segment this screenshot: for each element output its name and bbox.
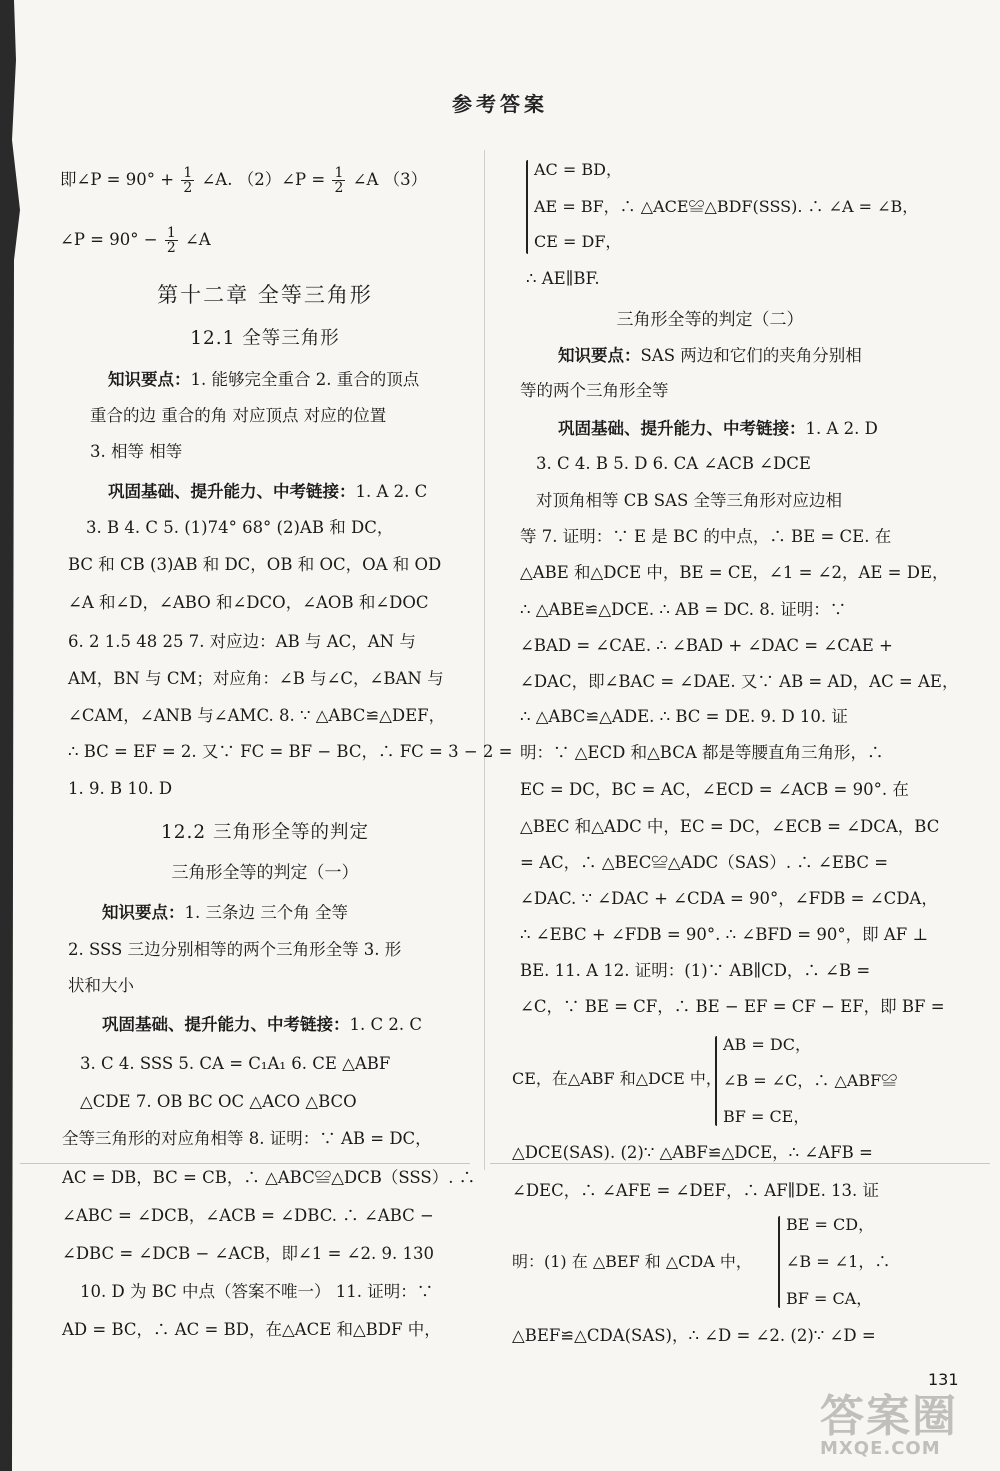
label: 知识要点： bbox=[108, 370, 191, 389]
system-line: ∠B = ∠1，∴ bbox=[786, 1252, 891, 1271]
answer-line: 3. B 4. C 5. (1)74° 68° (2)AB 和 DC， bbox=[86, 518, 394, 537]
header-title: 参考答案 bbox=[452, 92, 548, 116]
denominator: 2 bbox=[183, 180, 193, 196]
answer-line: 全等三角形的对应角相等 8. 证明：∵ AB = DC， bbox=[62, 1129, 432, 1148]
text: ∠A bbox=[184, 230, 211, 249]
text: ∠A. （2）∠P = bbox=[201, 170, 326, 189]
answer-line: BE. 11. A 12. 证明：(1)∵ AB∥CD，∴ ∠B = bbox=[520, 961, 871, 980]
label: 巩固基础、提升能力、中考链接： bbox=[558, 419, 806, 438]
answer-line: 6. 2 1.5 48 25 7. 对应边：AB 与 AC，AN 与 bbox=[68, 632, 416, 651]
answer-line: ∴ △ABE≌△DCE. ∴ AB = DC. 8. 证明：∵ bbox=[520, 600, 847, 619]
label: 知识要点： bbox=[102, 903, 185, 922]
denominator: 2 bbox=[166, 240, 176, 256]
denominator: 2 bbox=[334, 180, 344, 196]
exercise-heading-3 bbox=[558, 418, 878, 440]
answer-line: 2. SSS 三边分别相等的两个三角形全等 3. 形 bbox=[68, 940, 402, 959]
system-line: AC = BD， bbox=[534, 160, 622, 179]
label: 巩固基础、提升能力、中考链接： bbox=[102, 1015, 350, 1034]
page-number: 131 bbox=[928, 1370, 959, 1389]
chapter-heading: 第十二章 全等三角形 bbox=[157, 283, 373, 307]
answer-line: △DCE(SAS). (2)∵ △ABF≌△DCE，∴ ∠AFB = bbox=[512, 1143, 873, 1162]
answer-line: 3. C 4. B 5. D 6. CA ∠ACB ∠DCE bbox=[536, 454, 811, 473]
answer-line: BC 和 CB (3)AB 和 DC，OB 和 OC，OA 和 OD bbox=[68, 555, 442, 574]
text: 1. 三条边 三个角 全等 bbox=[184, 903, 348, 922]
answer-line: △ABE 和△DCE 中，BE = CE，∠1 = ∠2，AE = DE， bbox=[520, 563, 949, 582]
answer-line: ∠DEC，∴ ∠AFE = ∠DEF，∴ AF∥DE. 13. 证 bbox=[512, 1181, 880, 1200]
answer-line: ∴ △ABC≌△ADE. ∴ BC = DE. 9. D 10. 证 bbox=[520, 707, 848, 726]
subsection-heading-2: 三角形全等的判定（二） bbox=[616, 310, 804, 330]
answer-line: 对顶角相等 CB SAS 全等三角形对应边相 bbox=[536, 491, 843, 510]
answer-line: = AC，∴ △BEC≌△ADC（SAS）. ∴ ∠EBC = bbox=[520, 853, 889, 872]
answer-line: ∴ ∠EBC + ∠FDB = 90°. ∴ ∠BFD = 90°，即 AF ⊥ bbox=[520, 925, 928, 944]
section-heading-12-2: 12.2 三角形全等的判定 bbox=[160, 822, 370, 843]
knowledge-points-1 bbox=[108, 369, 419, 391]
knowledge-points-2 bbox=[102, 902, 348, 924]
system-line: CE = DF， bbox=[534, 232, 622, 251]
scan-edge-shadow bbox=[0, 0, 40, 1471]
answer-line: ∴ AE∥BF. bbox=[526, 269, 600, 288]
system-line: BF = CA， bbox=[786, 1289, 873, 1308]
answer-line: 状和大小 bbox=[68, 976, 134, 995]
knowledge-points-3 bbox=[558, 345, 862, 367]
label: 知识要点： bbox=[558, 346, 641, 365]
text: 1. A 2. C bbox=[355, 482, 428, 501]
text: 即∠P = 90° + bbox=[60, 170, 175, 189]
system-line: BE = CD， bbox=[786, 1215, 875, 1234]
text: 1. 能够完全重合 2. 重合的顶点 bbox=[190, 370, 420, 389]
text: 1. C 2. C bbox=[349, 1015, 422, 1034]
answer-line: AC = DB，BC = CB，∴ △ABC≌△DCB（SSS）. ∴ bbox=[62, 1168, 476, 1187]
exercise-heading-1 bbox=[108, 481, 427, 503]
numerator: 1 bbox=[334, 165, 344, 181]
answer-line: ∠CAM，∠ANB 与∠AMC. 8. ∵ △ABC≌△DEF， bbox=[68, 706, 446, 725]
system-line: ∠B = ∠C，∴ △ABF≌ bbox=[723, 1071, 898, 1090]
answer-line: EC = DC，BC = AC，∠ECD = ∠ACB = 90°. 在 bbox=[520, 780, 909, 799]
formula-line-1 bbox=[60, 166, 427, 195]
watermark-logo: 答案圈 bbox=[820, 1391, 958, 1442]
text: SAS 两边和它们的夹角分别相 bbox=[640, 346, 862, 365]
answer-line: ∴ BC = EF = 2. 又∵ FC = BF − BC，∴ FC = 3 − 2 = bbox=[68, 742, 513, 761]
system-brace bbox=[715, 1036, 717, 1126]
answer-line: AD = BC，∴ AC = BD，在△ACE 和△BDF 中， bbox=[62, 1320, 441, 1339]
answer-line: 3. 相等 相等 bbox=[90, 442, 183, 461]
numerator: 1 bbox=[166, 225, 176, 241]
system-line: AE = BF，∴ △ACE≌△BDF(SSS). ∴ ∠A = ∠B， bbox=[534, 197, 919, 216]
text: ∠A （3） bbox=[352, 170, 428, 189]
text: 1. A 2. D bbox=[805, 419, 878, 438]
answer-line: ∠A 和∠D，∠ABO 和∠DCO，∠AOB 和∠DOC bbox=[68, 593, 429, 612]
system-line: BF = CE， bbox=[723, 1107, 810, 1126]
answer-line: ∠BAD = ∠CAE. ∴ ∠BAD + ∠DAC = ∠CAE + bbox=[520, 636, 893, 655]
answer-line: 3. C 4. SSS 5. CA = C₁A₁ 6. CE △ABF bbox=[80, 1054, 391, 1073]
watermark bbox=[820, 1380, 990, 1460]
answer-line: ∠DAC. ∵ ∠DAC + ∠CDA = 90°，∠FDB = ∠CDA， bbox=[520, 889, 938, 908]
fold-line-left bbox=[20, 1163, 470, 1164]
answer-line: △BEF≌△CDA(SAS)，∴ ∠D = ∠2. (2)∵ ∠D = bbox=[512, 1326, 876, 1345]
answer-line: △CDE 7. OB BC OC △ACO △BCO bbox=[80, 1092, 357, 1111]
answer-line: ∠DBC = ∠DCB − ∠ACB，即∠1 = ∠2. 9. 130 bbox=[62, 1244, 434, 1263]
system-brace bbox=[526, 160, 528, 254]
fraction bbox=[332, 166, 345, 195]
answer-line: 等 7. 证明：∵ E 是 BC 的中点，∴ BE = CE. 在 bbox=[520, 527, 892, 546]
text: ∠P = 90° − bbox=[60, 230, 158, 249]
system-prefix: 明：(1) 在 △BEF 和 △CDA 中， bbox=[512, 1252, 752, 1271]
section-heading-12-1: 12.1 全等三角形 bbox=[190, 328, 340, 349]
answer-line: △BEC 和△ADC 中，EC = DC，∠ECB = ∠DCA，BC bbox=[520, 817, 940, 836]
column-divider bbox=[484, 150, 485, 1170]
system-line: AB = DC， bbox=[723, 1035, 811, 1054]
answer-line: ∠ABC = ∠DCB，∠ACB = ∠DBC. ∴ ∠ABC − bbox=[62, 1206, 434, 1225]
numerator: 1 bbox=[183, 165, 193, 181]
answer-line: ∠C，∵ BE = CF，∴ BE − EF = CF − EF，即 BF = bbox=[520, 997, 945, 1016]
answer-line: 1. 9. B 10. D bbox=[68, 779, 173, 798]
answer-line: 等的两个三角形全等 bbox=[520, 381, 669, 400]
answer-line: 明：∵ △ECD 和△BCA 都是等腰直角三角形，∴ bbox=[520, 743, 884, 762]
exercise-heading-2 bbox=[102, 1014, 422, 1036]
subsection-heading-1: 三角形全等的判定（一） bbox=[171, 863, 359, 883]
fraction bbox=[165, 226, 178, 255]
answer-line: ∠DAC，即∠BAC = ∠DAE. 又∵ AB = AD，AC = AE， bbox=[520, 672, 959, 691]
fraction bbox=[181, 166, 194, 195]
answer-line: 10. D 为 BC 中点（答案不唯一） 11. 证明：∵ bbox=[80, 1282, 434, 1301]
system-brace bbox=[778, 1216, 780, 1308]
system-prefix: CE，在△ABF 和△DCE 中， bbox=[512, 1069, 722, 1088]
formula-line-2 bbox=[60, 226, 211, 255]
watermark-url: MXQE.COM bbox=[820, 1438, 941, 1459]
label: 巩固基础、提升能力、中考链接： bbox=[108, 482, 356, 501]
answer-line: 重合的边 重合的角 对应顶点 对应的位置 bbox=[90, 406, 387, 425]
answer-line: AM，BN 与 CM；对应角：∠B 与∠C，∠BAN 与 bbox=[68, 669, 444, 688]
